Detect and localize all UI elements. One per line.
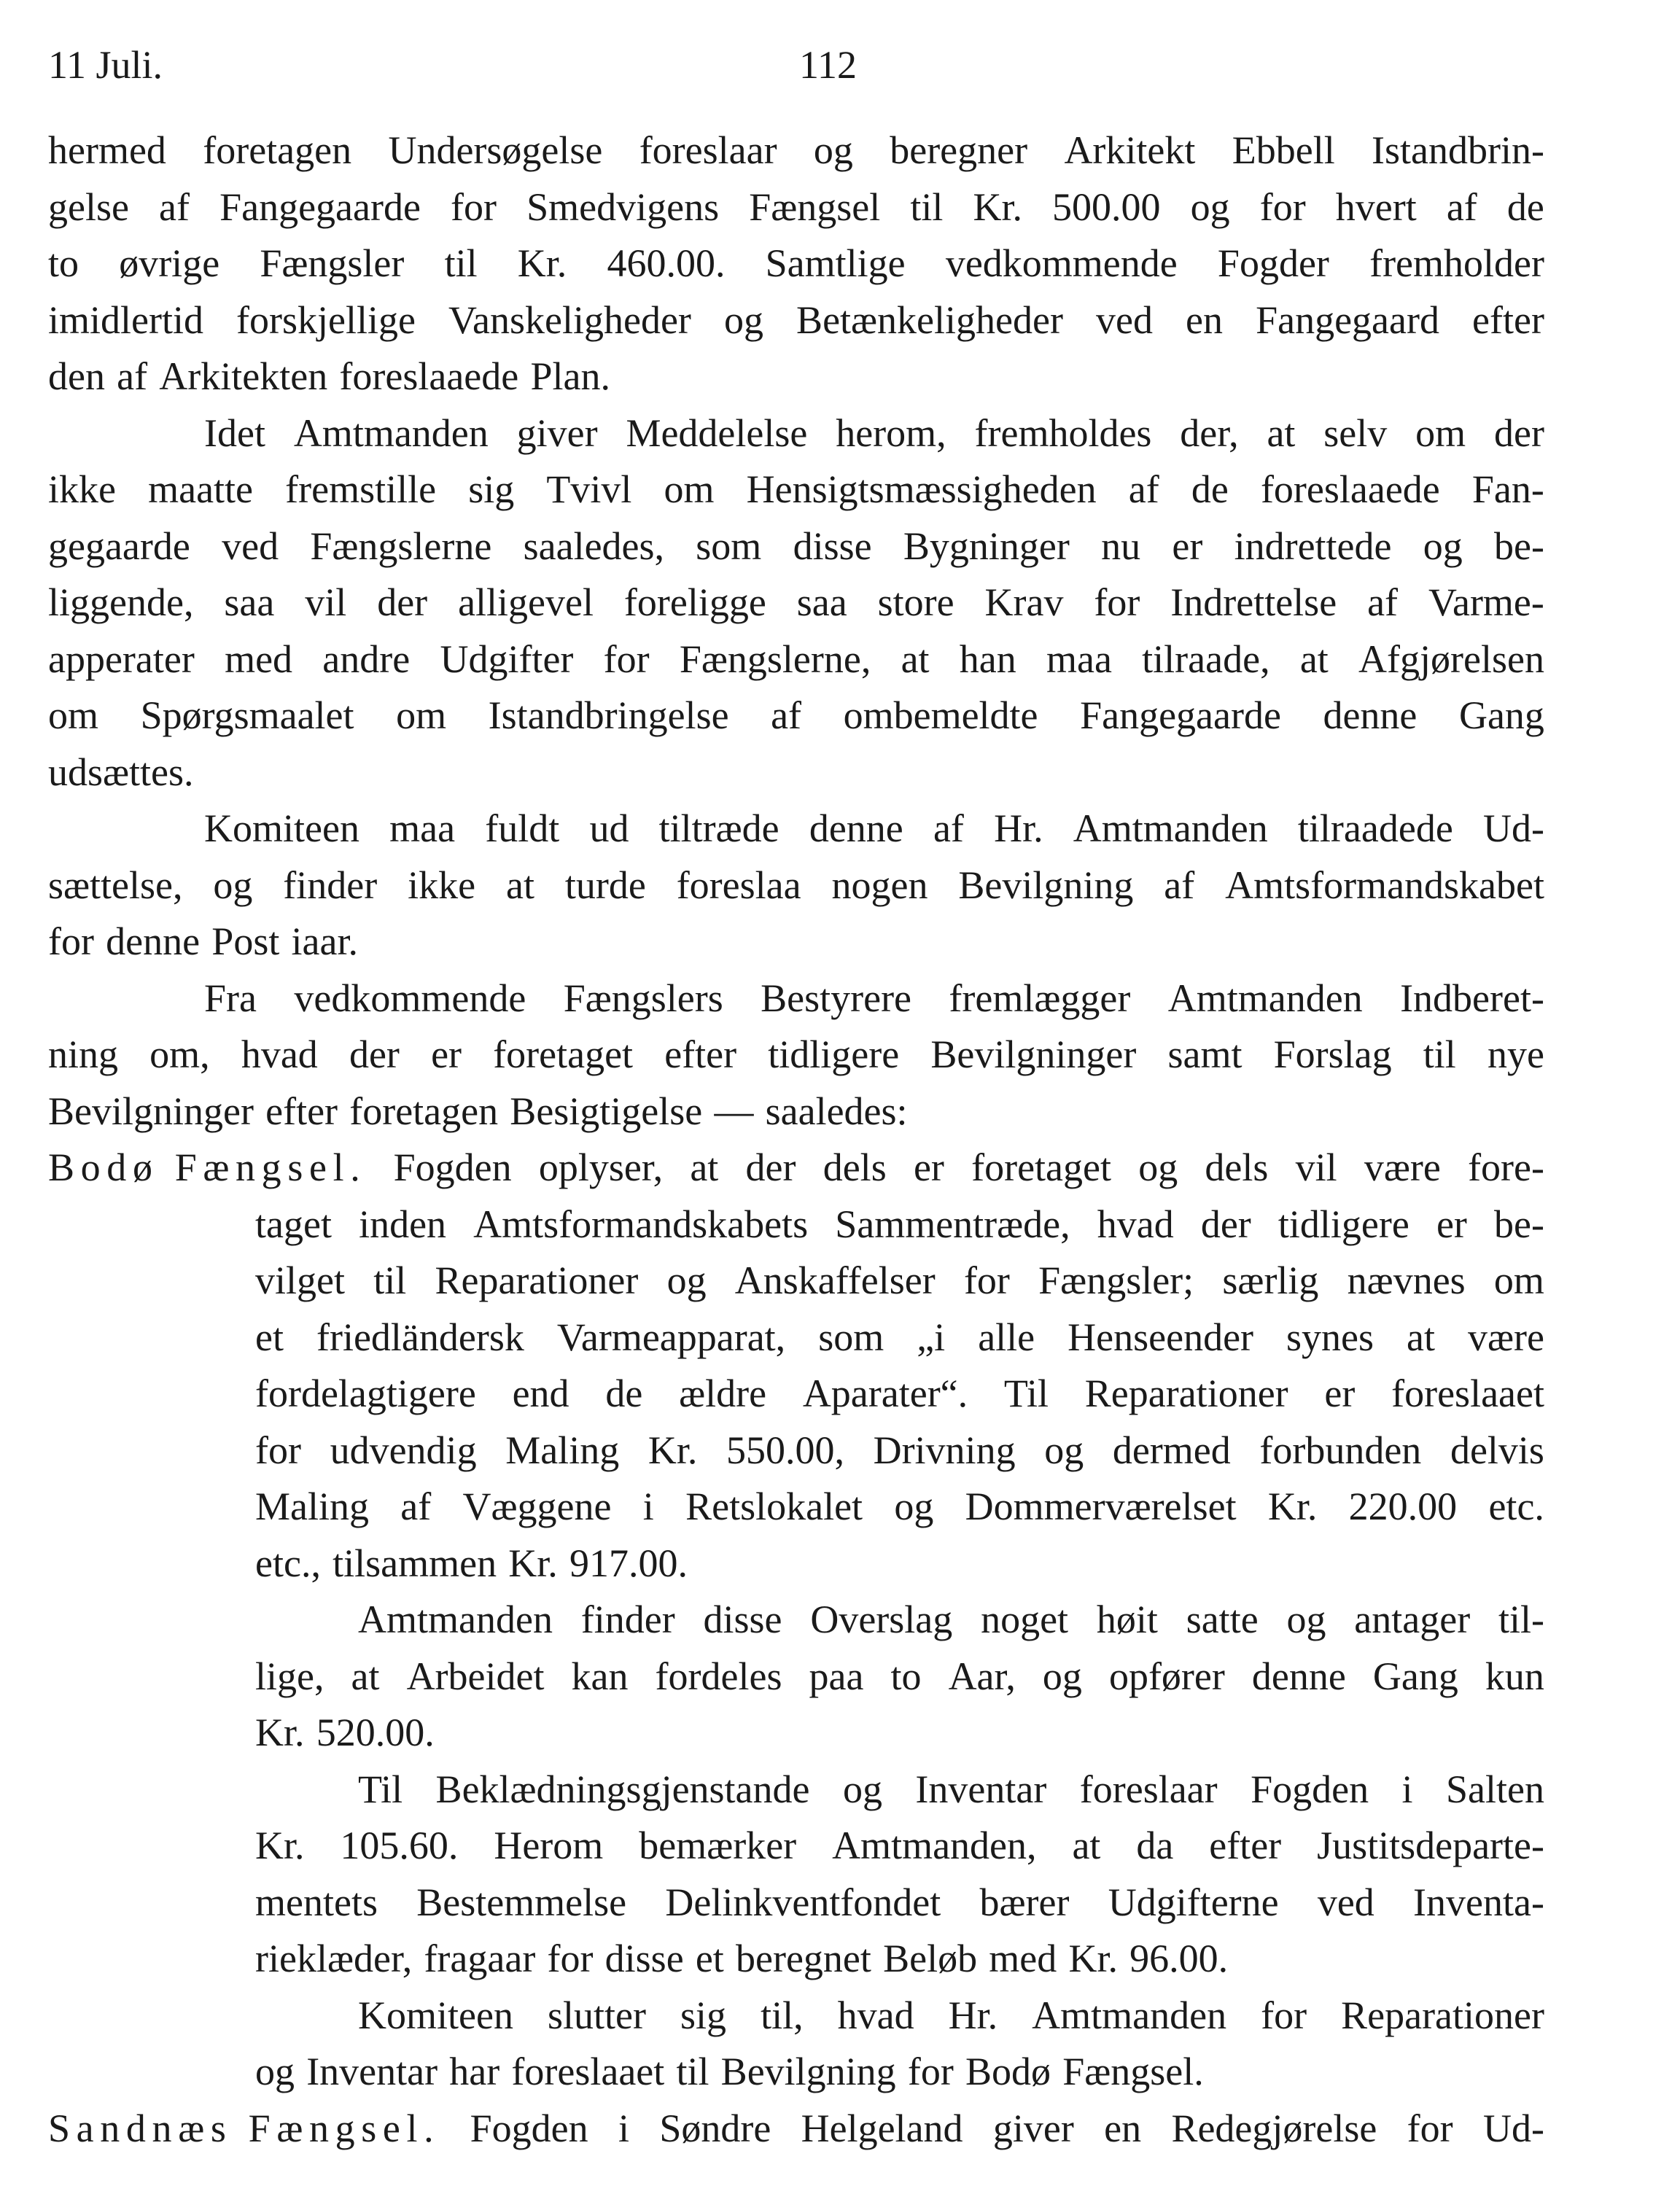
text-line: den af Arkitekten foreslaaede Plan.: [48, 354, 610, 398]
text-line: Kr. 105.60. Herom bemærker Amtmanden, at da efter Justitsdeparte-: [255, 1824, 1544, 1867]
text-line: hermed foretagen Undersøgelse foreslaar og beregner Arkitekt Ebbell Istandbrin-: [48, 128, 1544, 172]
header-date: 11 Juli.: [48, 43, 163, 87]
page-number: 112: [799, 43, 857, 87]
text-line: to øvrige Fængsler til Kr. 460.00. Samtlige vedkommende Fogder fremholder: [48, 241, 1544, 285]
text-line: gelse af Fangegaarde for Smedvigens Fængsel til Kr. 500.00 og for hvert af de: [48, 184, 1544, 229]
text-line: imidlertid forskjellige Vanskeligheder og Betænkeligheder ved en Fangegaard efter: [48, 297, 1544, 342]
text-line: udsættes.: [48, 750, 194, 794]
text-line: Idet Amtmanden giver Meddelelse herom, fremholdes der, at selv om der: [204, 411, 1544, 455]
text-line: for denne Post iaar.: [48, 919, 358, 963]
text-line: for udvendig Maling Kr. 550.00, Drivning og dermed forbunden delvis: [255, 1428, 1544, 1472]
text-line: Bevilgninger efter foretagen Besigtigelse — saaledes:: [48, 1089, 908, 1133]
text-line: rieklæder, fragaar for disse et beregnet Beløb med Kr. 96.00.: [255, 1937, 1229, 1980]
text-line: ning om, hvad der er foretaget efter tidligere Bevilgninger samt Forslag til nye: [48, 1032, 1544, 1076]
text-line: Komiteen maa fuldt ud tiltræde denne af Hr. Amtmanden tilraadede Ud-: [204, 806, 1544, 850]
text-line: apperater med andre Udgifter for Fængslerne, at han maa tilraade, at Afgjørelsen: [48, 637, 1544, 681]
text-line: Maling af Væggene i Retslokalet og Dommerværelset Kr. 220.00 etc.: [255, 1485, 1544, 1528]
text-line: liggende, saa vil der alligevel foreligge saa store Krav for Indrettelse af Varme-: [48, 580, 1544, 624]
text-line: Kr. 520.00.: [255, 1711, 435, 1754]
text-line: Komiteen slutter sig til, hvad Hr. Amtmanden for Reparationer: [358, 1993, 1544, 2037]
section-heading: Bodø Fængsel.: [48, 1145, 367, 1189]
text-line: fordelagtigere end de ældre Aparater“. Til Reparationer er foreslaaet: [255, 1372, 1544, 1415]
text-line: lige, at Arbeidet kan fordeles paa to Aar, og opfører denne Gang kun: [255, 1654, 1544, 1698]
text-line: taget inden Amtsformandskabets Sammentræde, hvad der tidligere er be-: [255, 1202, 1544, 1246]
text-line: Amtmanden finder disse Overslag noget høit satte og antager til-: [358, 1598, 1544, 1641]
text-line: om Spørgsmaalet om Istandbringelse af ombemeldte Fangegaarde denne Gang: [48, 693, 1544, 737]
text-line: ikke maatte fremstille sig Tvivl om Hensigtsmæssigheden af de foreslaaede Fan-: [48, 467, 1544, 511]
section-heading: Sandnæs Fængsel.: [48, 2106, 440, 2150]
text-line: Sandnæs Fængsel. Fogden i Søndre Helgeland giver en Redegjørelse for Ud-: [48, 2101, 1544, 2158]
text-line: etc., tilsammen Kr. 917.00.: [255, 1541, 688, 1585]
page-header: [48, 42, 1623, 93]
text-line: vilget til Reparationer og Anskaffelser for Fængsler; særlig nævnes om: [255, 1258, 1544, 1302]
text-line: Til Beklædningsgjenstande og Inventar foreslaar Fogden i Salten: [358, 1767, 1544, 1811]
text-line: Fra vedkommende Fængslers Bestyrere fremlægger Amtmanden Indberet-: [204, 976, 1544, 1020]
body-text: [48, 122, 1544, 2157]
text-line: sættelse, og finder ikke at turde foreslaa nogen Bevilgning af Amtsformandskabet: [48, 863, 1544, 907]
text-line: Bodø Fængsel. Fogden oplyser, at der dels er foretaget og dels vil være fore-: [48, 1140, 1544, 1197]
text-line: mentets Bestemmelse Delinkventfondet bærer Udgifterne ved Inventa-: [255, 1880, 1544, 1924]
text-line: gegaarde ved Fængslerne saaledes, som disse Bygninger nu er indrettede og be-: [48, 524, 1544, 568]
text-line: og Inventar har foreslaaet til Bevilgning for Bodø Fængsel.: [255, 2050, 1204, 2093]
text-line: et friedländersk Varmeapparat, som „i alle Henseender synes at være: [255, 1315, 1544, 1359]
